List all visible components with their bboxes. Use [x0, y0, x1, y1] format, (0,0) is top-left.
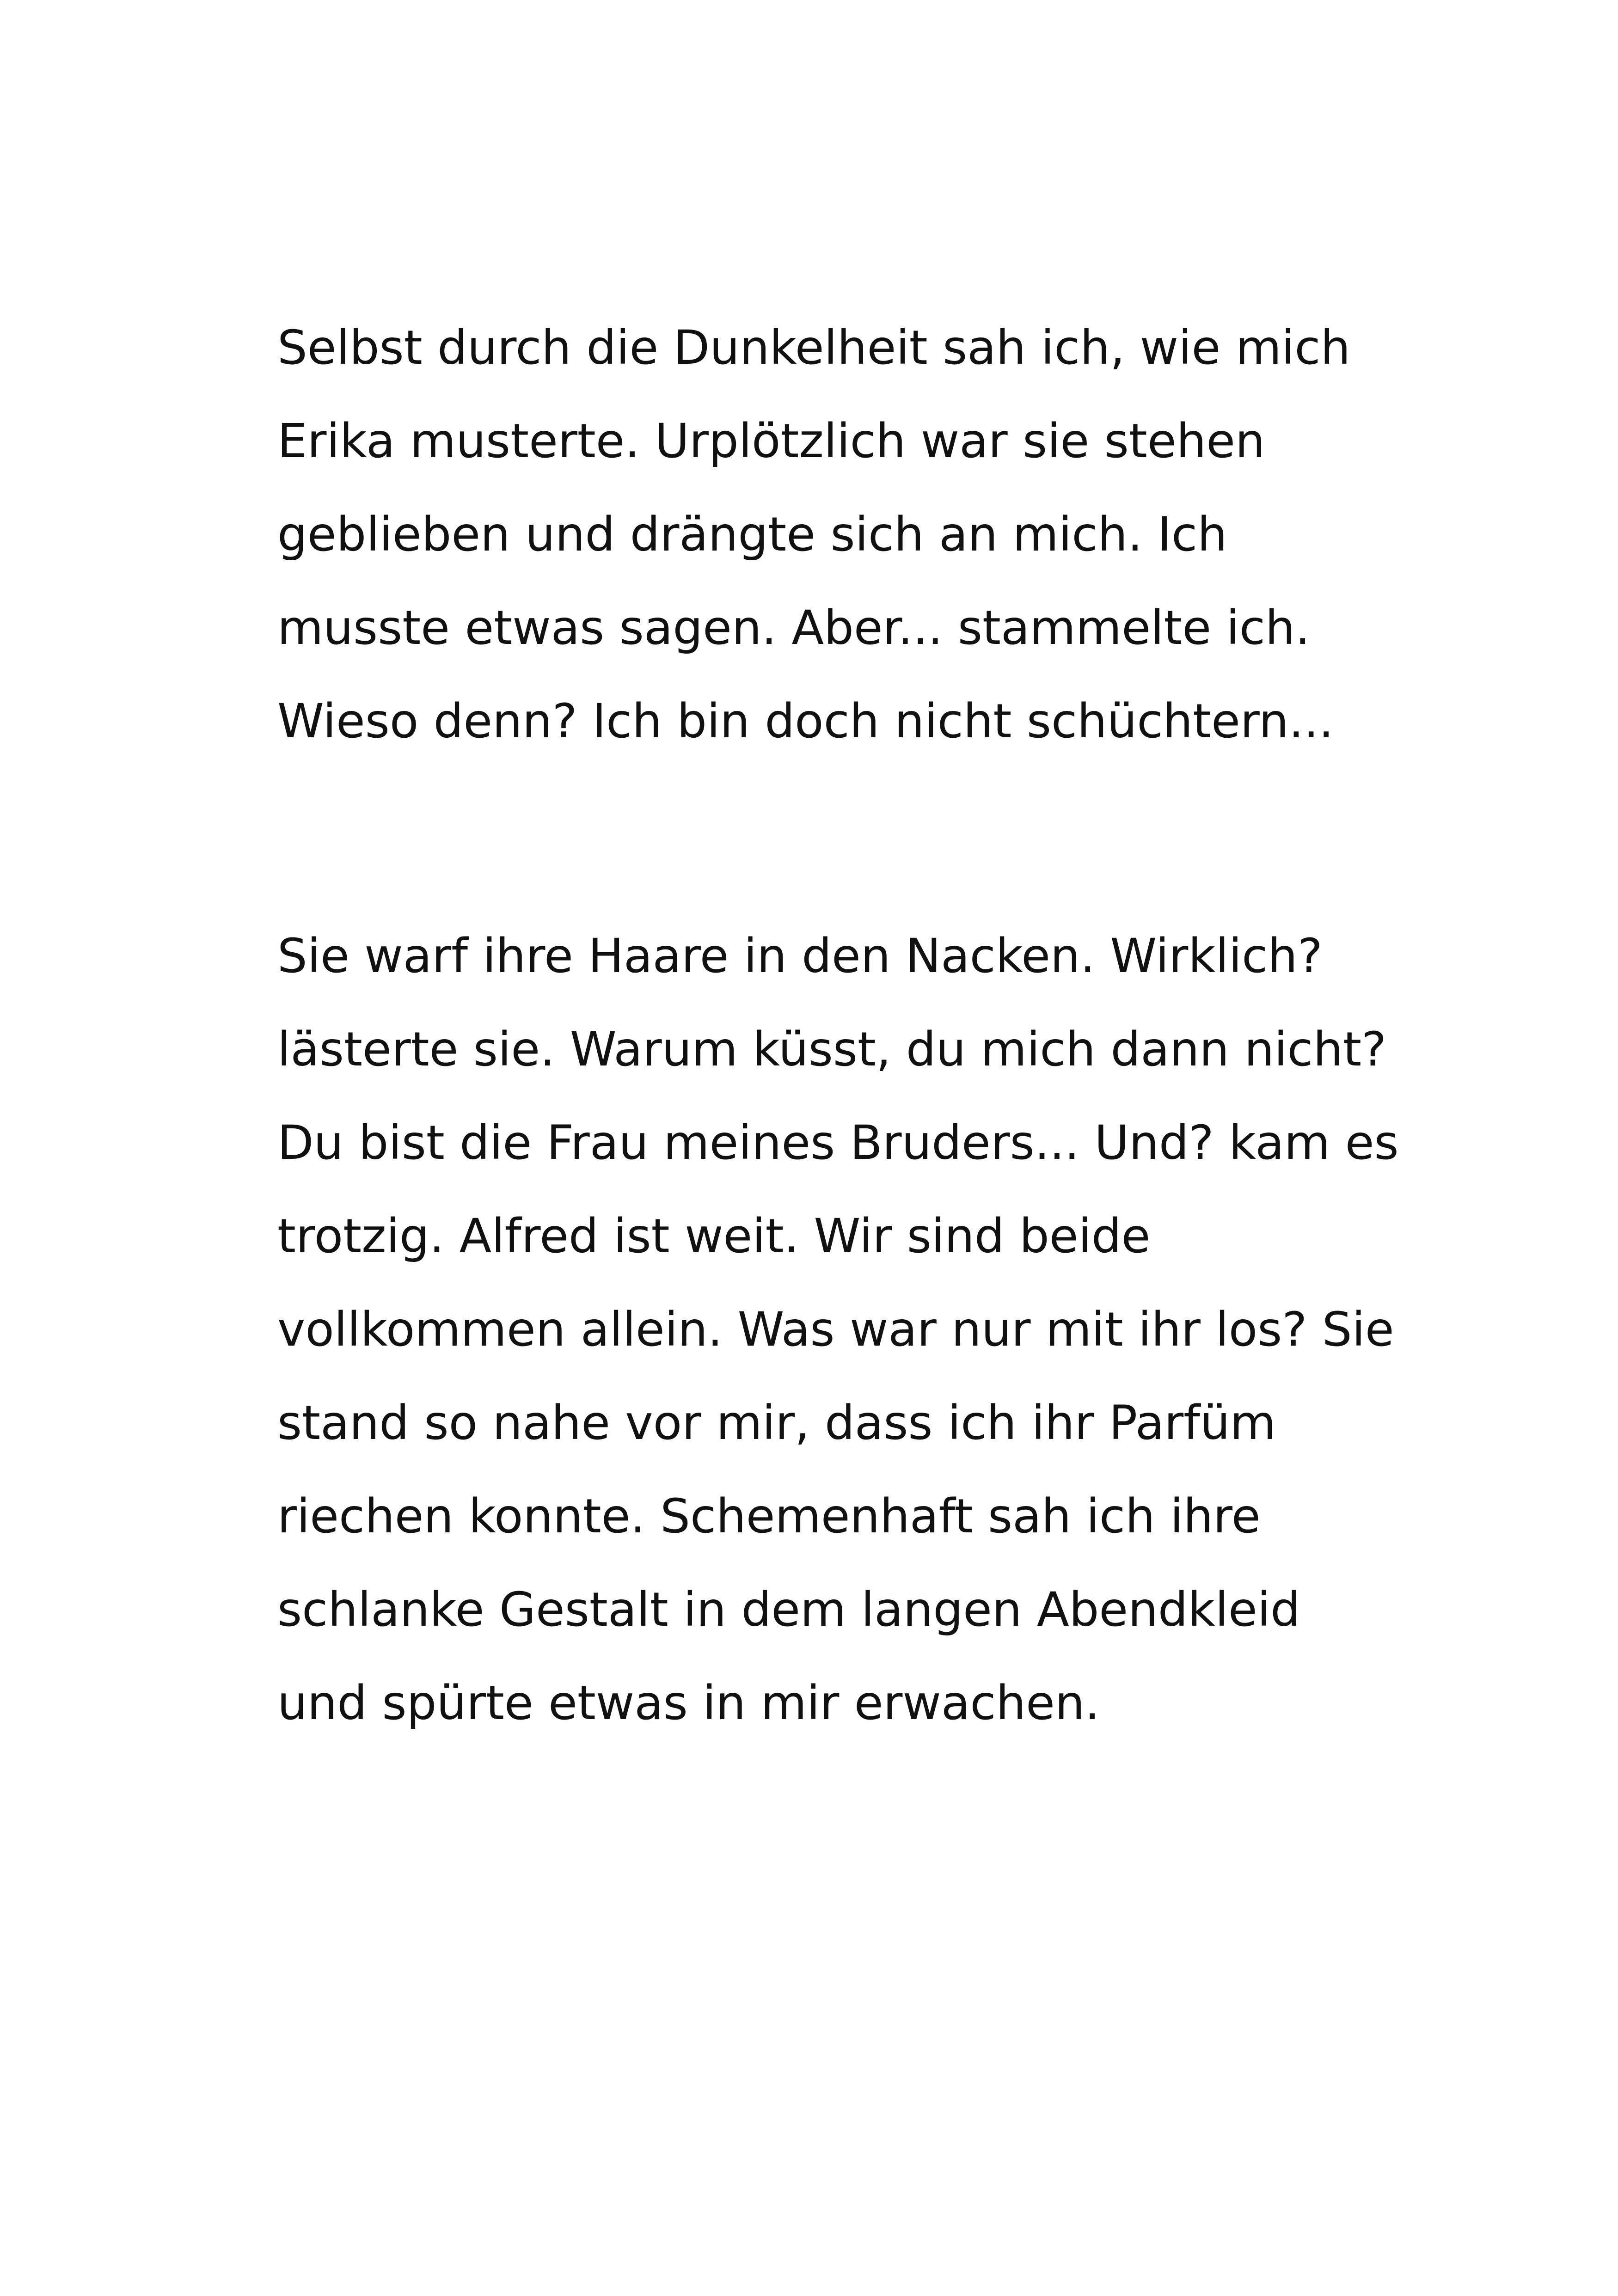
text-line: und spürte etwas in mir erwachen. — [277, 1676, 1100, 1731]
text-line: Selbst durch die Dunkelheit sah ich, wie mich — [277, 320, 1351, 375]
text-line: stand so nahe vor mir, dass ich ihr Parfüm — [277, 1396, 1276, 1451]
text-line: lästerte sie. Warum küsst, du mich dann nicht? — [277, 1022, 1387, 1077]
text-line: vollkommen allein. Was war nur mit ihr los? Sie — [277, 1302, 1394, 1357]
text-line: Wieso denn? Ich bin doch nicht schüchtern... — [277, 694, 1334, 749]
text-line: musste etwas sagen. Aber... stammelte ich. — [277, 600, 1310, 655]
paragraph-2 — [277, 910, 1526, 1750]
text-line: Erika musterte. Urplötzlich war sie stehen — [277, 414, 1265, 469]
text-line: geblieben und drängte sich an mich. Ich — [277, 507, 1227, 562]
paragraph-1 — [277, 301, 1526, 768]
text-line: schlanke Gestalt in dem langen Abendkleid — [277, 1582, 1300, 1637]
text-line: Du bist die Frau meines Bruders... Und? kam es — [277, 1115, 1399, 1170]
text-line: riechen konnte. Schemenhaft sah ich ihre — [277, 1489, 1261, 1544]
text-line: Sie warf ihre Haare in den Nacken. Wirklich? — [277, 929, 1323, 984]
text-line: trotzig. Alfred ist weit. Wir sind beide — [277, 1209, 1151, 1264]
